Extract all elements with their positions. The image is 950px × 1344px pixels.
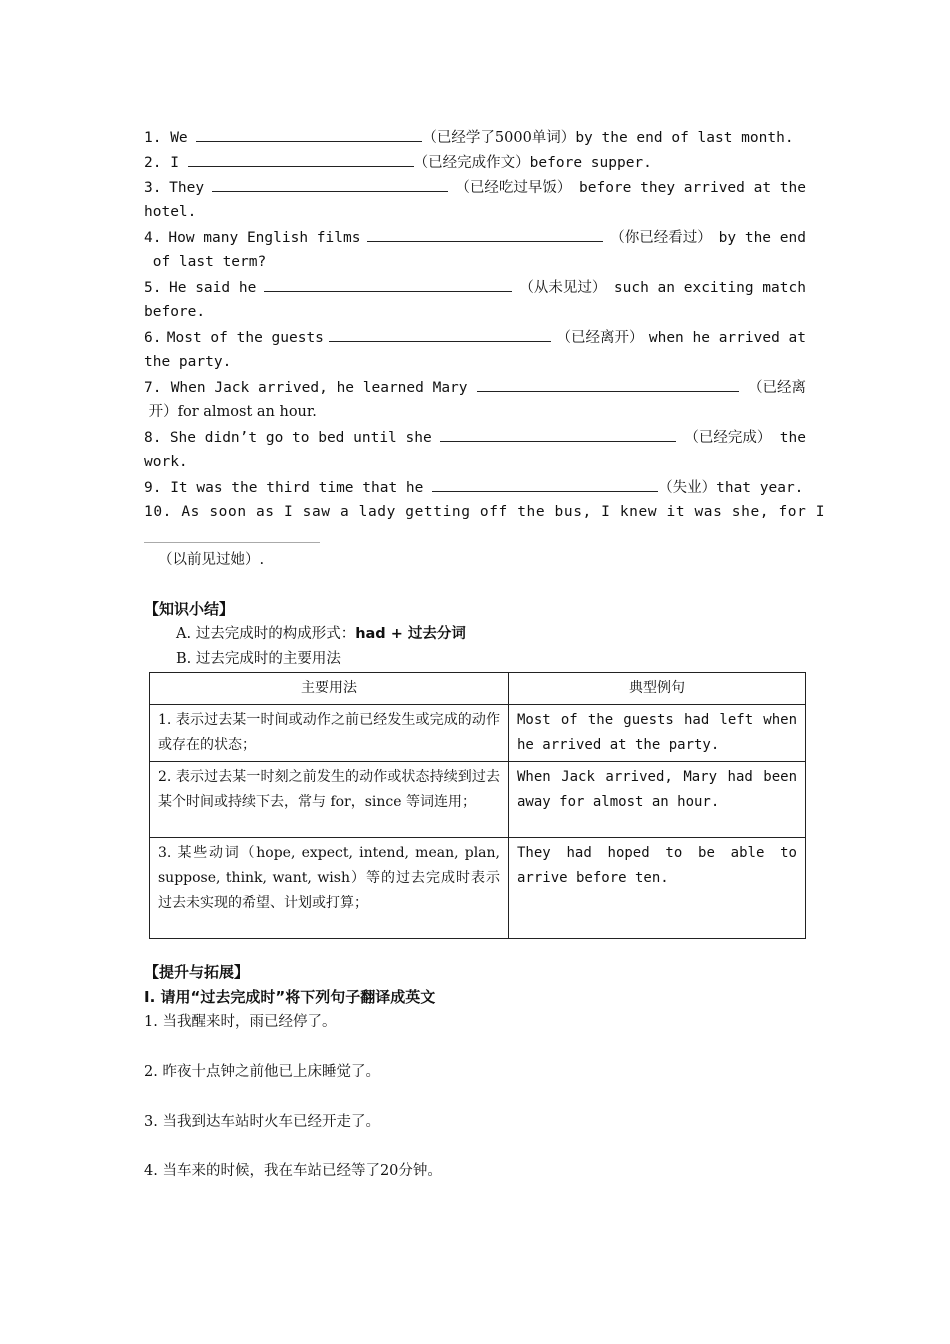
answer-blank[interactable] xyxy=(212,175,448,192)
exercise-hint: （已经学了5000单词） xyxy=(422,130,576,146)
exercise-suffix: by the end xyxy=(718,230,806,246)
table-row xyxy=(150,705,806,762)
exercise-prefix: We xyxy=(170,130,188,146)
translation-item: 1. 当我醒来时，雨已经停了。 xyxy=(144,1014,337,1030)
exercise-number: 9. xyxy=(144,480,162,496)
answer-blank[interactable] xyxy=(144,542,320,543)
table-header-cell: 典型例句 xyxy=(509,673,806,705)
exercise-suffix: the xyxy=(779,430,806,446)
exercise-number: 4. xyxy=(144,230,162,246)
exercise-hint: （从未见过） xyxy=(519,280,607,296)
point-formula: had + 过去分词 xyxy=(355,626,466,642)
exercise-number: 7. xyxy=(144,380,162,396)
exercise-8 xyxy=(144,425,806,451)
exercise-prefix: As soon as I saw a lady getting off the bus, I knew it was she, for I xyxy=(181,504,826,520)
exercise-9 xyxy=(144,475,806,501)
exercise-number: 1. xyxy=(144,130,162,146)
table-header-row xyxy=(150,673,806,705)
translation-item: 2. 昨夜十点钟之前他已上床睡觉了。 xyxy=(144,1064,380,1080)
exercise-hint: （你已经看过） xyxy=(610,230,712,246)
exercise-1 xyxy=(144,125,806,151)
exercise-suffix: when he arrived at xyxy=(648,330,806,346)
exercise-number: 10. xyxy=(144,504,172,520)
exercise-3 xyxy=(144,175,806,201)
table-row xyxy=(150,762,806,838)
point-label: A. xyxy=(176,626,192,642)
exercise-suffix: before they arrived at the xyxy=(579,180,806,196)
exercise-2 xyxy=(144,150,806,176)
exercise-prefix: She didn’t go to bed until she xyxy=(169,430,432,446)
summary-heading: 【知识小结】 xyxy=(144,600,235,618)
exercise-suffix: that year. xyxy=(716,480,804,496)
point-label: B. xyxy=(176,651,192,667)
exercise-prefix: Most of the guests xyxy=(166,330,324,346)
usage-cell: 3. 某些动词（hope, expect, intend, mean, plan, suppose, think, want, wish）等的过去完成时表示过去未实现的希望、计划或打算； xyxy=(150,838,509,939)
exercise-10-continued: （以前见过她）. xyxy=(158,552,265,568)
answer-blank[interactable] xyxy=(440,425,676,442)
table-header-cell: 主要用法 xyxy=(150,673,509,705)
exercise-hint: （已经完成） xyxy=(684,430,772,446)
exercise-10 xyxy=(144,500,826,525)
exercise-4 xyxy=(144,225,806,251)
answer-blank[interactable] xyxy=(264,275,512,292)
example-cell: Most of the guests had left when he arrived at the party. xyxy=(509,705,806,762)
exercise-prefix: They xyxy=(169,180,205,196)
table-row xyxy=(150,838,806,939)
translation-item: 4. 当车来的时候，我在车站已经等了20分钟。 xyxy=(144,1163,442,1179)
extension-instruction: I. 请用“过去完成时”将下列句子翻译成英文 xyxy=(144,988,436,1006)
translation-item: 3. 当我到达车站时火车已经开走了。 xyxy=(144,1114,380,1130)
exercise-number: 5. xyxy=(144,280,162,296)
exercise-prefix: I xyxy=(170,155,179,171)
exercise-7 xyxy=(144,375,806,401)
extension-heading: 【提升与拓展】 xyxy=(144,963,250,981)
exercise-number: 8. xyxy=(144,430,162,446)
answer-blank[interactable] xyxy=(196,125,422,142)
exercise-hint: （已经离开） xyxy=(556,330,644,346)
exercise-hint: （失业） xyxy=(658,480,717,496)
exercise-suffix: such an exciting match xyxy=(613,280,806,296)
exercise-hint: （已经吃过早饭） xyxy=(455,180,572,196)
exercise-number: 2. xyxy=(144,155,162,171)
exercise-3-continued: hotel. xyxy=(144,204,197,220)
exercise-hint: （已经离 xyxy=(747,380,806,396)
exercise-prefix: It was the third time that he xyxy=(170,480,424,496)
answer-blank[interactable] xyxy=(188,150,414,167)
answer-blank[interactable] xyxy=(477,375,739,392)
usage-cell: 2. 表示过去某一时刻之前发生的动作或状态持续到过去某个时间或持续下去，常与 for，since 等词连用； xyxy=(150,762,509,838)
exercise-5 xyxy=(144,275,806,301)
summary-point-a xyxy=(176,622,466,647)
point-text: 过去完成时的主要用法 xyxy=(195,651,341,667)
exercise-prefix: How many English films xyxy=(168,230,361,246)
exercise-8-continued: work. xyxy=(144,454,188,470)
exercise-hint: （已经完成作文） xyxy=(413,155,530,171)
exercise-6-continued: the party. xyxy=(144,354,232,370)
answer-blank[interactable] xyxy=(432,475,658,492)
exercise-number: 3. xyxy=(144,180,162,196)
exercise-7-continued: 开）for almost an hour. xyxy=(144,404,317,420)
exercise-6 xyxy=(144,325,806,351)
exercise-4-continued: of last term? xyxy=(144,254,267,270)
summary-point-b xyxy=(176,647,341,672)
usage-table xyxy=(149,672,806,939)
exercise-suffix: before supper. xyxy=(529,155,652,171)
exercise-prefix: When Jack arrived, he learned Mary xyxy=(170,380,468,396)
answer-blank[interactable] xyxy=(367,225,603,242)
exercise-suffix: by the end of last month. xyxy=(575,130,794,146)
exercise-5-continued: before. xyxy=(144,304,206,320)
answer-blank[interactable] xyxy=(329,325,551,342)
point-text: 过去完成时的构成形式： xyxy=(195,626,356,642)
example-cell: When Jack arrived, Mary had been away for almost an hour. xyxy=(509,762,806,838)
exercise-number: 6. xyxy=(144,330,162,346)
usage-cell: 1. 表示过去某一时间或动作之前已经发生或完成的动作或存在的状态； xyxy=(150,705,509,762)
exercise-prefix: He said he xyxy=(169,280,257,296)
example-cell: They had hoped to be able to arrive before ten. xyxy=(509,838,806,939)
